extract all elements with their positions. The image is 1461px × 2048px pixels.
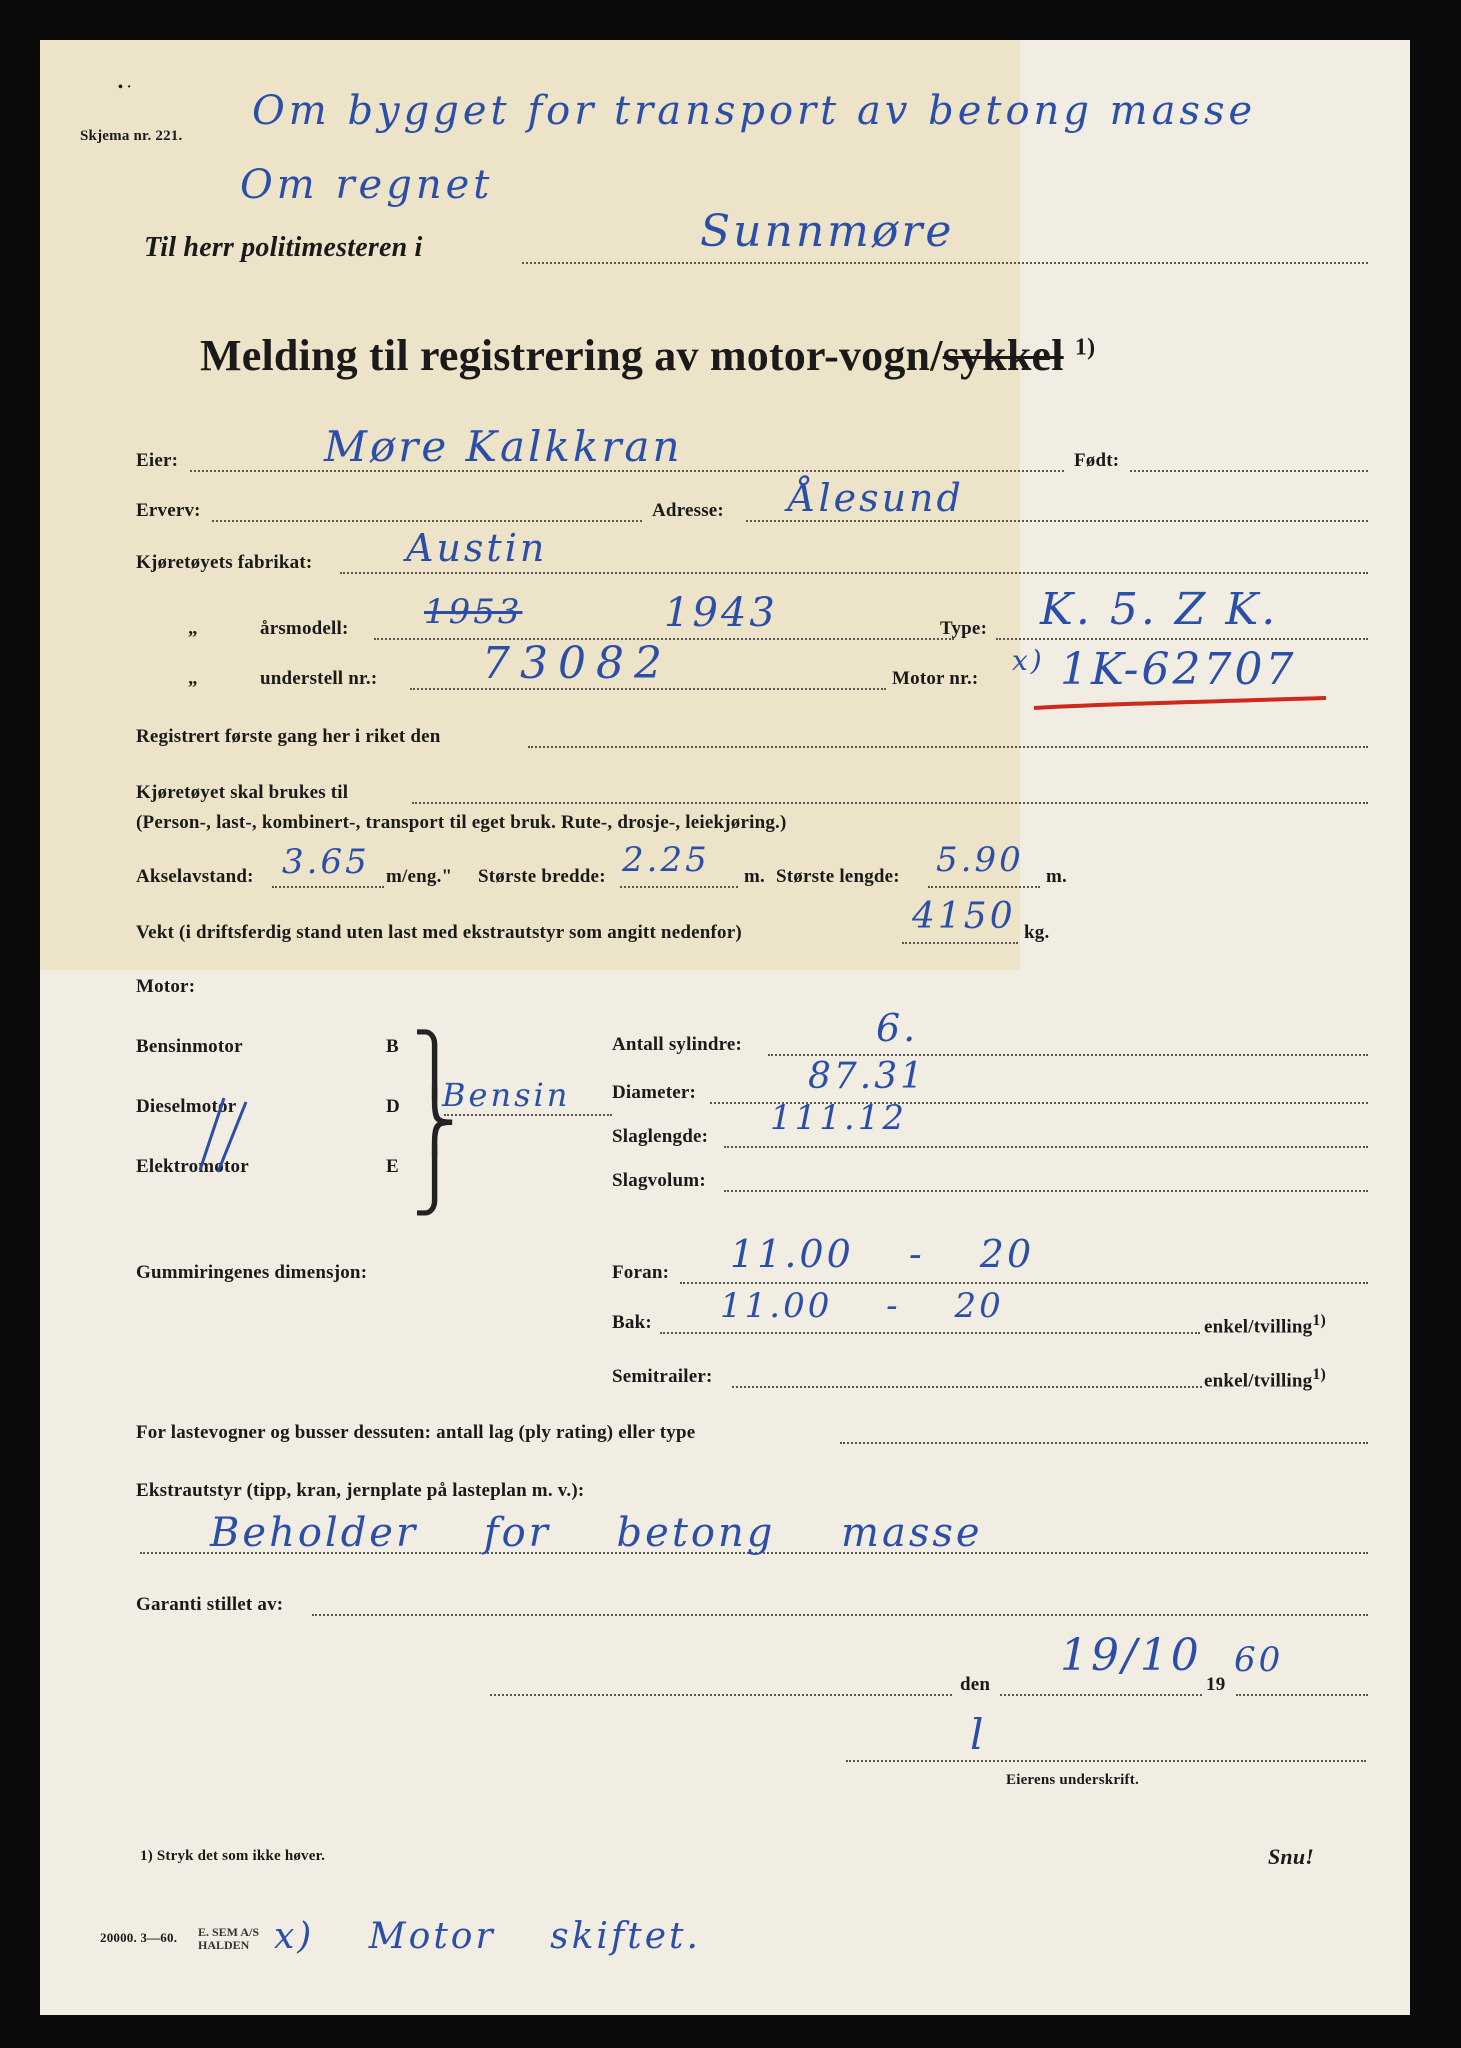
akselavstand-label: Akselavstand: (136, 866, 254, 887)
foran-label: Foran: (612, 1262, 670, 1283)
slagvolum-dotted-line (724, 1190, 1368, 1192)
type-dotted-line (996, 638, 1368, 640)
bredde-dotted-line (620, 886, 738, 888)
enkel-tvilling-text-1: enkel/tvilling (1204, 1316, 1313, 1338)
handwritten-owner: Møre Kalkkran (324, 422, 683, 471)
understell-label: understell nr.: (260, 668, 378, 689)
elektromotor-label: Elektromotor (136, 1156, 249, 1177)
quote-mark-1: „ (188, 618, 198, 639)
year-dotted-line (1236, 1694, 1368, 1696)
handwritten-district: Sunnmøre (700, 206, 955, 257)
akselavstand-dotted-line (272, 886, 384, 888)
bensinmotor-label: Bensinmotor (136, 1036, 243, 1057)
eier-label: Eier: (136, 450, 179, 471)
place-dotted-line (490, 1694, 952, 1696)
semitrailer-label: Semitrailer: (612, 1366, 713, 1387)
lengde-dotted-line (928, 886, 1040, 888)
quote-mark-2: „ (188, 668, 198, 689)
print-info: 20000. 3—60. (100, 1930, 178, 1945)
engine-type-dotted-line (444, 1114, 612, 1116)
handwritten-motor-number: 1K-62707 (1060, 644, 1297, 695)
form-sheet (40, 40, 1410, 2015)
footnote-mark-2: 1) (1312, 1366, 1326, 1383)
year-prefix: 19 (1206, 1674, 1226, 1695)
slaglengde-label: Slaglengde: (612, 1126, 709, 1147)
handwritten-signature: l (970, 1710, 987, 1759)
diameter-label: Diameter: (612, 1082, 697, 1103)
dieselmotor-label: Dieselmotor (136, 1096, 237, 1117)
snu-label: Snu! (1268, 1844, 1315, 1869)
brace-middle: ⎬ (412, 1088, 457, 1158)
red-underline-icon (1030, 692, 1330, 716)
salutation: Til herr politimesteren i (144, 232, 423, 263)
vekt-label: Vekt (i driftsferdig stand uten last med ekstrautstyr som angitt nedenfor) (136, 922, 742, 943)
handwritten-width: 2.25 (622, 840, 710, 880)
handwritten-year: 60 (1234, 1640, 1284, 1680)
handwritten-chassis-number: 73082 (482, 638, 672, 689)
handwritten-engine-type: Bensin (442, 1076, 571, 1114)
bredde-label: Største bredde: (478, 866, 606, 887)
lengde-label: Største lengde: (776, 866, 900, 887)
gummi-label: Gummiringenes dimensjon: (136, 1262, 368, 1283)
handwritten-stroke: 111.12 (770, 1098, 907, 1138)
ekstrautstyr-label: Ekstrautstyr (tipp, kran, jernplate på lasteplan m. v.): (136, 1480, 585, 1501)
handwritten-front-tyres: 11.00 - 20 (730, 1232, 1035, 1276)
erverv-label: Erverv: (136, 500, 201, 521)
title-footnote-mark: 1) (1074, 334, 1096, 361)
brukes-options: (Person-, last-, kombinert-, transport til eget bruk. Rute-, drosje-, leiekjøring.) (136, 812, 787, 833)
type-label: Type: (940, 618, 988, 639)
registrert-dotted-line (528, 746, 1368, 748)
erverv-dotted-line (212, 520, 642, 522)
den-label: den (960, 1674, 991, 1695)
district-dotted-line (522, 262, 1368, 264)
bak-dotted-line (660, 1332, 1200, 1334)
date-dotted-line (1000, 1694, 1202, 1696)
printer-line-2: HALDEN (198, 1938, 250, 1952)
kg-unit: kg. (1024, 922, 1050, 943)
fodt-label: Født: (1074, 450, 1120, 471)
arsmodell-label: årsmodell: (260, 618, 349, 639)
diesel-strikethrough-icon (180, 1090, 260, 1180)
handwritten-make: Austin (406, 526, 548, 570)
fabrikat-dotted-line (340, 572, 1368, 574)
foran-dotted-line (680, 1282, 1368, 1284)
enkel-tvilling-text-2: enkel/tvilling (1204, 1370, 1313, 1392)
fabrikat-label: Kjøretøyets fabrikat: (136, 552, 313, 573)
semitrailer-dotted-line (732, 1386, 1202, 1388)
m-unit-1: m. (744, 866, 765, 887)
motor-label: Motor: (136, 976, 196, 997)
handwritten-bore: 87.31 (808, 1056, 927, 1097)
code-b: B (386, 1036, 399, 1057)
footnote: 1) Stryk det som ikke høver. (140, 1848, 326, 1864)
handwritten-cylinders: 6. (876, 1006, 919, 1050)
brukes-dotted-line (412, 802, 1368, 804)
form-title (200, 330, 1095, 381)
handwritten-bottom-note: x) Motor skiftet. (274, 1916, 701, 1957)
vekt-dotted-line (902, 942, 1018, 944)
handwritten-wheelbase: 3.65 (282, 842, 370, 882)
brukes-label: Kjøretøyet skal brukes til (136, 782, 349, 803)
handwritten-model-year: 1943 (664, 590, 778, 636)
handwritten-type: K. 5. Z K. (1040, 584, 1279, 635)
handwritten-rebuilt-note: Om regnet (240, 162, 494, 208)
lastevogner-label: For lastevogner og busser dessuten: antall lag (ply rating) eller type (136, 1422, 696, 1443)
registrert-label: Registrert første gang her i riket den (136, 726, 441, 747)
signature-dotted-line (846, 1760, 1366, 1762)
m-unit-2: m. (1046, 866, 1067, 887)
title-main: Melding til registrering av motor-vogn/ (200, 331, 943, 380)
handwritten-model-year-struck: 1953 (424, 592, 523, 632)
garanti-label: Garanti stillet av: (136, 1594, 284, 1615)
slaglengde-dotted-line (724, 1146, 1368, 1148)
garanti-dotted-line (312, 1614, 1368, 1616)
adresse-dotted-line (746, 520, 1368, 522)
motor-nr-label: Motor nr.: (892, 668, 979, 689)
handwritten-motor-mark: x) (1012, 644, 1045, 677)
printer-imprint (198, 1926, 259, 1952)
m-eng-label: m/eng." (386, 866, 453, 887)
printer-line-1: E. SEM A/S (198, 1925, 260, 1939)
brace-lower: ⎭ (412, 1146, 457, 1216)
handwritten-length: 5.90 (936, 840, 1024, 880)
brace-upper: ⎫ (412, 1030, 457, 1100)
signature-label: Eierens underskrift. (1006, 1772, 1139, 1788)
lastevogner-dotted-line (840, 1442, 1368, 1444)
sylindre-label: Antall sylindre: (612, 1034, 743, 1055)
handwritten-date: 19/10 (1060, 1630, 1202, 1681)
slagvolum-label: Slagvolum: (612, 1170, 706, 1191)
top-mark: • · (118, 80, 132, 95)
handwritten-purpose-line: Om bygget for transport av betong masse (252, 88, 1257, 134)
bak-label: Bak: (612, 1312, 652, 1333)
handwritten-weight: 4150 (912, 896, 1016, 937)
handwritten-rear-tyres: 11.00 - 20 (720, 1286, 1004, 1326)
code-d: D (386, 1096, 400, 1117)
title-struck-word: sykkel (942, 331, 1064, 380)
adresse-label: Adresse: (652, 500, 724, 521)
footnote-mark-1: 1) (1312, 1312, 1326, 1329)
schema-label: Skjema nr. 221. (80, 128, 183, 144)
handwritten-address: Ålesund (788, 476, 964, 520)
code-e: E (386, 1156, 399, 1177)
handwritten-equipment: Beholder for betong masse (210, 1510, 983, 1556)
semitrailer-enkel-tvilling (1204, 1366, 1326, 1392)
bak-enkel-tvilling (1204, 1312, 1326, 1338)
fodt-dotted-line (1130, 470, 1368, 472)
